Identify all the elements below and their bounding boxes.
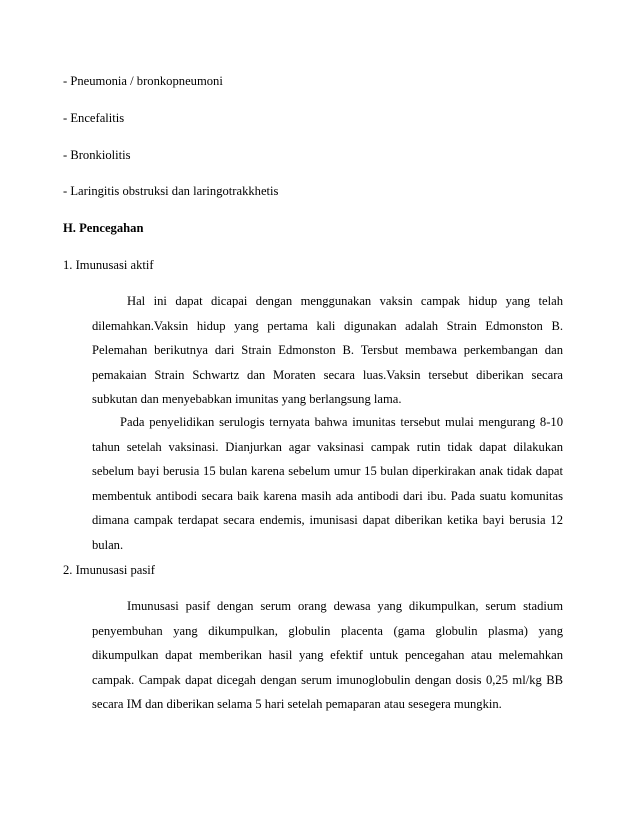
paragraph-line: penyembuhan yang dikumpulkan, globulin placenta (gama globulin plasma) yang [92,623,563,638]
paragraph-line: dilemahkan.Vaksin hidup yang pertama kali digunakan adalah Strain Edmonston B. [92,318,563,333]
paragraph-line: secara IM dan diberikan selama 5 hari setelah pemaparan atau sesegera mungkin. [92,697,502,711]
paragraph-passive-immunization [92,598,563,721]
section-heading: H. Pencegahan [63,221,144,235]
complication-item-laringitis: - Laringitis obstruksi dan laringotrakkhetis [63,184,279,198]
paragraph-line: dimana campak terdapat secara endemis, imunisasi dapat diberikan ketika bayi berusia 12 [92,513,563,527]
subsection-heading-passive: 2. Imunusasi pasif [63,563,155,577]
paragraph-line: Pada penyelidikan serulogis ternyata bahwa imunitas tersebut mulai mengurang 8-10 [120,415,563,429]
paragraph-line: membentuk antibodi secara baik karena masih ada antibodi dari ibu. Pada suatu komunitas [92,488,563,503]
paragraph-line: Hal ini dapat dicapai dengan menggunakan vaksin campak hidup yang telah [127,294,563,308]
paragraph-line: Imunusasi pasif dengan serum orang dewasa yang dikumpulkan, serum stadium [127,599,563,613]
paragraph-line: subkutan dan menyebabkan imunitas yang berlangsung lama. [92,392,402,406]
paragraph-active-immunization-2 [92,414,563,561]
complication-item-encefalitis: - Encefalitis [63,111,125,125]
paragraph-line: sebelum bayi berusia 15 bulan karena sebelum umur 15 bulan diperkirakan anak tidak dapat [92,464,563,478]
paragraph-line: pemakaian Strain Schwartz dan Moraten secara luas.Vaksin tersebut diberikan secara [92,367,563,382]
paragraph-active-immunization-1 [92,293,563,416]
paragraph-line: dikumpulkan dapat memberikan hasil yang efektif untuk pencegahan atau melemahkan [92,648,563,662]
complication-item-pneumonia: - Pneumonia / bronkopneumoni [63,74,223,88]
paragraph-line: tahun setelah vaksinasi. Dianjurkan agar vaksinasi campak rutin tidak dapat dilakukan [92,439,563,454]
complication-item-bronkiolitis: - Bronkiolitis [63,148,131,162]
paragraph-line: bulan. [92,537,124,552]
paragraph-line: campak. Campak dapat dicegah dengan serum imunoglobulin dengan dosis 0,25 ml/kg BB [92,672,563,687]
paragraph-line: Pelemahan berikutnya dari Strain Edmonston B. Tersbut membawa perkembangan dan [92,343,563,357]
subsection-heading-active: 1. Imunusasi aktif [63,258,154,272]
